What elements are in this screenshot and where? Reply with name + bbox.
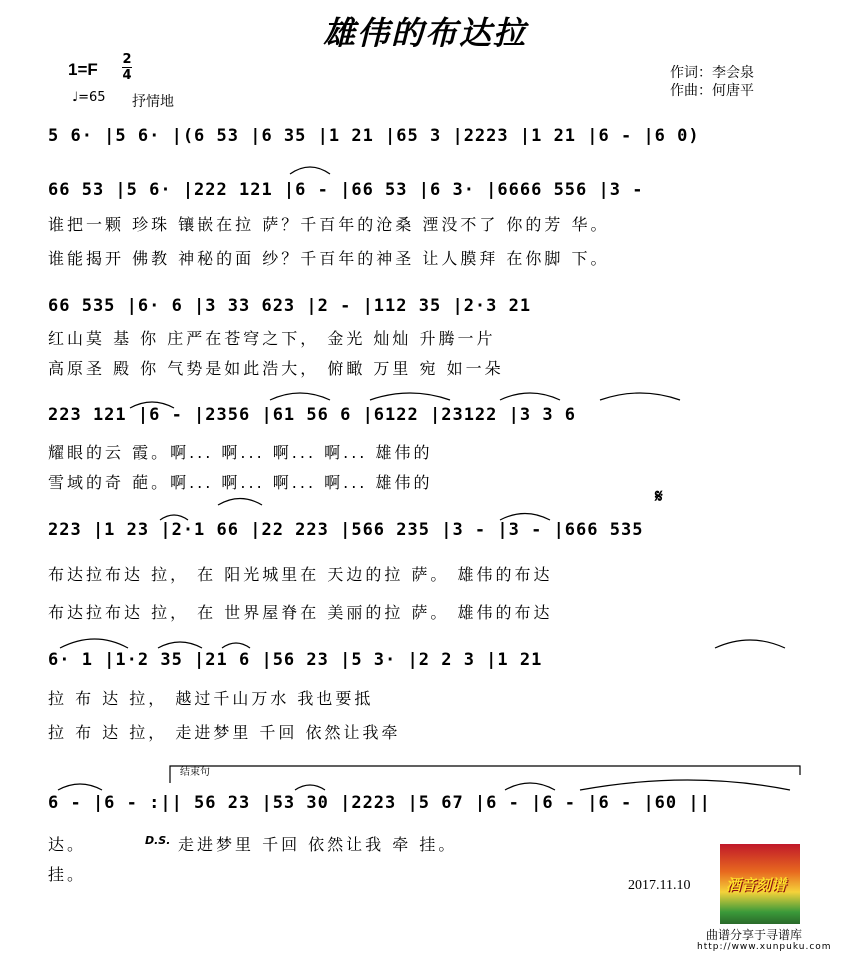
composer-credit: 作曲：何唐平 bbox=[670, 83, 754, 99]
ending-label: 结束句 bbox=[180, 767, 210, 778]
slur bbox=[295, 785, 325, 790]
time-signature-top: 2 bbox=[122, 52, 132, 67]
lyric-line: 拉 布 达 拉， 越过千山万水 我也要抵 bbox=[48, 689, 374, 708]
slur bbox=[370, 393, 450, 400]
time-signature-bottom: 4 bbox=[122, 68, 132, 83]
lyric-line: 耀眼的云 霞。啊... 啊... 啊... 啊... 雄伟的 bbox=[48, 443, 433, 462]
publisher-logo bbox=[720, 844, 800, 924]
lyric-line: 拉 布 达 拉， 走进梦里 千回 依然让我牵 bbox=[48, 723, 401, 742]
slur bbox=[500, 514, 550, 521]
lyric-line: 布达拉布达 拉， 在 世界屋脊在 美丽的拉 萨。 雄伟的布达 bbox=[48, 603, 553, 622]
notation-line-5: 223 |1 23 |2·1 66 |22 223 |566 235 |3 - |3 - |666 535 bbox=[48, 520, 644, 540]
slur bbox=[218, 499, 262, 506]
notation-line-4: 223 121 |6 - |2356 |61 56 6 |6122 |23122 |3 3 6 bbox=[48, 405, 577, 425]
slur bbox=[505, 783, 555, 790]
lyric-line: 雪域的奇 葩。啊... 啊... 啊... 啊... 雄伟的 bbox=[48, 473, 433, 492]
lyric-line: 谁能揭开 佛教 神秘的面 纱？千百年的神圣 让人膜拜 在你脚 下。 bbox=[48, 249, 610, 268]
key-signature: 1=F bbox=[68, 60, 98, 79]
slur bbox=[500, 393, 560, 400]
lyric-line: 红山莫 基 你 庄严在苍穹之下， 金光 灿灿 升腾一片 bbox=[48, 329, 496, 348]
publisher-logo-text: 酒音刻谱 bbox=[726, 876, 787, 894]
slur bbox=[580, 780, 790, 790]
notation-line-1: 5 6· |5 6· |(6 53 |6 35 |1 21 |65 3 |2223 |1 21 |6 - |6 0) bbox=[48, 126, 700, 146]
slur bbox=[290, 167, 330, 174]
slur bbox=[60, 639, 128, 648]
share-caption: 曲谱分享于寻谱库 bbox=[706, 928, 803, 942]
notation-line-2: 66 53 |5 6· |222 121 |6 - |66 53 |6 3· |6666 556 |3 - bbox=[48, 180, 644, 200]
expression-marking: 抒情地 bbox=[132, 94, 174, 110]
tempo-marking: ♩=65 bbox=[72, 90, 106, 105]
lyric-line: 达。 bbox=[48, 835, 87, 854]
segno-sign: 𝄋 bbox=[655, 486, 663, 507]
slur bbox=[222, 643, 250, 648]
slur bbox=[158, 642, 202, 648]
lyric-line: 布达拉布达 拉， 在 阳光城里在 天边的拉 萨。 雄伟的布达 bbox=[48, 565, 553, 584]
slur bbox=[715, 640, 785, 648]
lyric-line: 谁把一颗 珍珠 镶嵌在拉 萨？千百年的沧桑 湮没不了 你的芳 华。 bbox=[48, 215, 610, 234]
slur bbox=[270, 393, 330, 400]
lyric-line: 挂。 bbox=[48, 865, 87, 884]
slur bbox=[600, 393, 680, 400]
notation-line-7: 6 - |6 - :|| 56 23 |53 30 |2223 |5 67 |6 - |6 - |6 - |60 || bbox=[48, 793, 711, 813]
ending-lyric: 走进梦里 千回 依然让我 牵 挂。 bbox=[178, 835, 458, 854]
song-title: 雄伟的布达拉 bbox=[322, 14, 527, 52]
ds-label: D.S. bbox=[145, 834, 171, 847]
slur bbox=[130, 402, 174, 408]
notation-line-3: 66 535 |6· 6 |3 33 623 |2 - |112 35 |2·3 21 bbox=[48, 296, 532, 316]
notation-line-6: 6· 1 |1·2 35 |21 6 |56 23 |5 3· |2 2 3 |1 21 bbox=[48, 650, 543, 670]
lyric-line: 高原圣 殿 你 气势是如此浩大， 俯瞰 万里 宛 如一朵 bbox=[48, 359, 504, 378]
date-stamp: 2017.11.10 bbox=[628, 878, 691, 893]
lyricist-credit: 作词：李会泉 bbox=[670, 65, 754, 81]
slur bbox=[160, 515, 188, 520]
slur bbox=[58, 784, 102, 790]
source-url[interactable]: http://www.xunpuku.com bbox=[697, 942, 832, 952]
